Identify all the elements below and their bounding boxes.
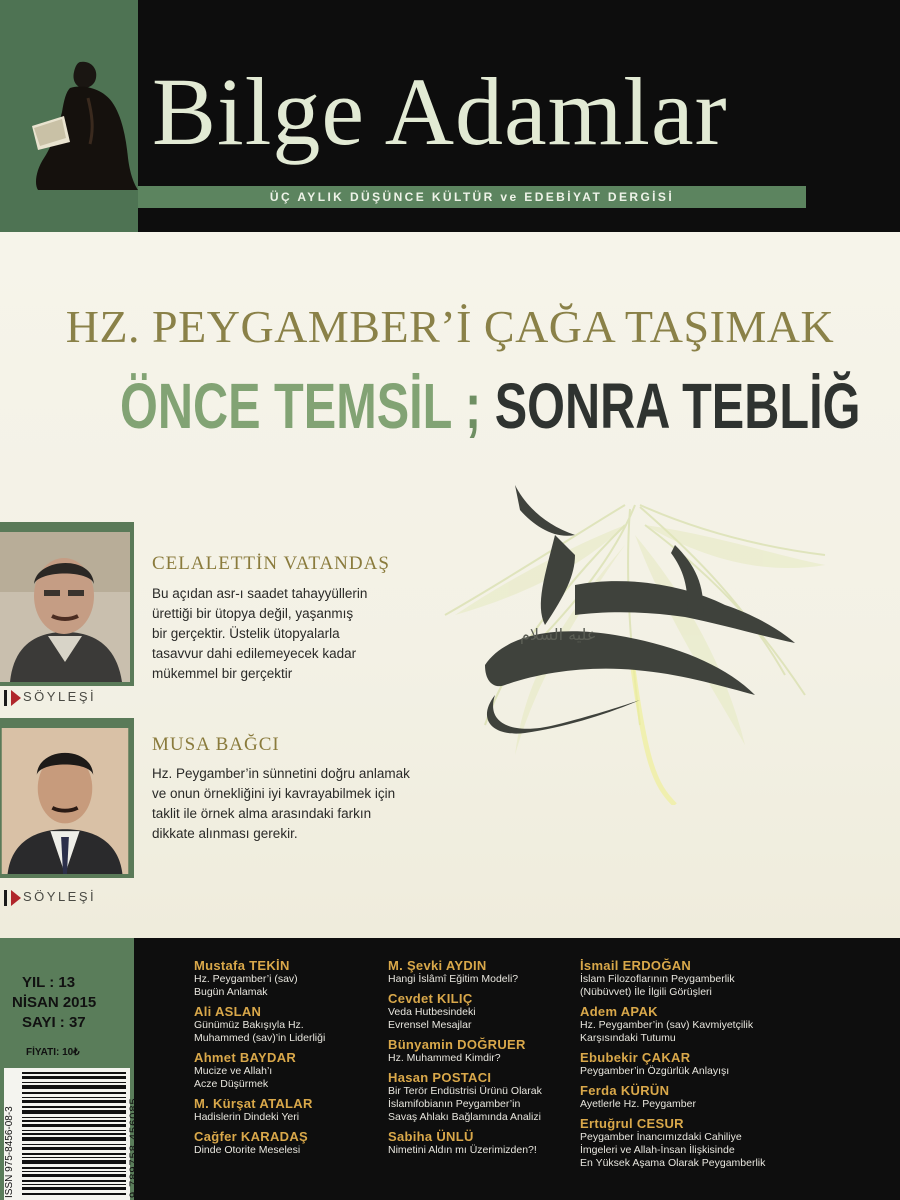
toc-author: Ertuğrul CESUR <box>580 1116 684 1131</box>
tag-bar <box>4 690 7 706</box>
interview-author: CELALETTİN VATANDAŞ <box>152 553 390 574</box>
toc-entry <box>388 958 542 986</box>
toc-title: Dinde Otorite Meselesi <box>194 1144 301 1156</box>
author-photo <box>0 728 130 874</box>
toc-entry <box>388 1037 542 1065</box>
toc-author: Bünyamin DOĞRUER <box>388 1037 526 1052</box>
issue-date: NİSAN 2015 <box>12 994 97 1011</box>
play-triangle-icon <box>11 690 21 706</box>
toc-title: Ayetlerle Hz. Peygamber <box>580 1098 696 1110</box>
toc-title: Peygamber İnancımızdaki Cahiliye İmgeleri ve Allah-İnsan İlişkisinde En Yüksek Aşama Olarak Peygamberlik <box>580 1131 766 1169</box>
issue-year: YIL : 13 <box>22 974 76 991</box>
toc-title: Hz. Peygamber’i (sav) Bugün Anlamak <box>194 973 298 998</box>
toc-entry <box>580 1050 765 1078</box>
interview-tag <box>4 889 96 906</box>
toc-entry <box>580 958 765 999</box>
toc-entry <box>388 1070 542 1124</box>
author-photo-frame <box>0 522 134 686</box>
interview-tag-label: SÖYLEŞİ <box>23 889 97 904</box>
author-photo-frame <box>0 718 134 878</box>
toc-entry <box>194 1129 325 1157</box>
toc-column-2 <box>388 958 542 1162</box>
toc-entry <box>194 1004 325 1045</box>
toc-title: Hadislerin Dindeki Yeri <box>194 1111 300 1123</box>
toc-title: Günümüz Bakışıyla Hz. Muhammed (sav)’in Liderliği <box>194 1019 326 1044</box>
toc-author: Adem APAK <box>580 1004 658 1019</box>
toc-title: Mucize ve Allah’ı Acze Düşürmek <box>194 1065 273 1090</box>
toc-title: Bir Terör Endüstrisi Ürünü Olarak İslamifobianın Peygamber’in Savaş Ahlakı Bağlamında Analizi <box>388 1085 542 1123</box>
toc-entry <box>388 1129 542 1157</box>
toc-author: Ferda KÜRÜN <box>580 1083 670 1098</box>
headline-part1: ÖNCE TEMSİL <box>120 370 452 442</box>
toc-author: İsmail ERDOĞAN <box>580 958 692 973</box>
interview-tag <box>4 689 96 706</box>
toc-entry <box>388 991 542 1032</box>
toc-author: Hasan POSTACI <box>388 1070 492 1085</box>
interview-quote: Hz. Peygamber’in sünnetini doğru anlamak ve onun örnekliğini iyi kavrayabilmek için taklit ile örnek alma arasındaki farkın dikkate alınması gerekir. <box>152 766 410 841</box>
toc-author: Mustafa TEKİN <box>194 958 290 973</box>
toc-author: Ebubekir ÇAKAR <box>580 1050 691 1065</box>
svg-text:عليه السلام: عليه السلام <box>520 625 597 644</box>
magazine-subtitle: ÜÇ AYLIK DÜŞÜNCE KÜLTÜR ve EDEBİYAT DERGİSİ <box>269 190 675 204</box>
toc-title: İslam Filozoflarının Peygamberlik (Nübüvvet) İle İlgili Görüşleri <box>580 973 735 998</box>
toc-entry <box>580 1116 765 1170</box>
toc-entry <box>580 1083 765 1111</box>
barcode-icon <box>22 1072 126 1196</box>
headline-part2: SONRA TEBLİĞ <box>494 370 861 442</box>
toc-author: M. Kürşat ATALAR <box>194 1096 313 1111</box>
reading-man-silhouette-icon <box>18 58 148 193</box>
toc-author: Sabiha ÜNLÜ <box>388 1129 474 1144</box>
toc-title: Hz. Muhammed Kimdir? <box>388 1052 501 1064</box>
toc-author: Cağfer KARADAŞ <box>194 1129 308 1144</box>
tag-bar <box>4 890 7 906</box>
headline-separator: ; <box>451 370 495 442</box>
play-triangle-icon <box>11 890 21 906</box>
issue-number: SAYI : 37 <box>22 1014 86 1031</box>
muhammad-calligraphy-icon <box>425 465 845 805</box>
toc-title: Veda Hutbesindeki Evrensel Mesajlar <box>388 1006 476 1031</box>
toc-column-3 <box>580 958 765 1175</box>
headline-line1: HZ. PEYGAMBER’İ ÇAĞA TAŞIMAK <box>65 301 835 352</box>
headline-line2 <box>120 366 861 446</box>
toc-author: M. Şevki AYDIN <box>388 958 487 973</box>
toc-title: Peygamber’in Özgürlük Anlayışı <box>580 1065 730 1077</box>
toc-author: Cevdet KILIÇ <box>388 991 473 1006</box>
toc-author: Ahmet BAYDAR <box>194 1050 297 1065</box>
toc-title: Hangi İslâmî Eğitim Modeli? <box>388 973 519 985</box>
interview-tag-label: SÖYLEŞİ <box>23 689 97 704</box>
toc-entry <box>580 1004 765 1045</box>
toc-entry <box>194 958 325 999</box>
toc-title: Nimetini Aldın mı Üzerimizden?! <box>388 1144 537 1156</box>
toc-entry <box>194 1096 325 1124</box>
toc-title: Hz. Peygamber’in (sav) Kavmiyetçilik Karşısındaki Tutumu <box>580 1019 754 1044</box>
author-photo <box>0 532 130 682</box>
barcode-number: 9 789758 456085 <box>128 1097 140 1198</box>
toc-author: Ali ASLAN <box>194 1004 262 1019</box>
toc-column-1 <box>194 958 325 1162</box>
issue-price: FİYATI: 10₺ <box>26 1047 80 1058</box>
interview-quote: Bu açıdan asr-ı saadet tahayyüllerin ürettiği bir ütopya değil, yaşanmış bir gerçektir. Üstelik ütopyalarla tasavvur dahi edilemeyecek kadar mükemmel bir gerçektir <box>152 586 368 681</box>
magazine-title: Bilge Adamlar <box>152 58 728 165</box>
isbn-text: ISSN 975-8456-08-3 <box>4 1106 15 1198</box>
interview-author: MUSA BAĞCI <box>152 734 280 755</box>
toc-entry <box>194 1050 325 1091</box>
